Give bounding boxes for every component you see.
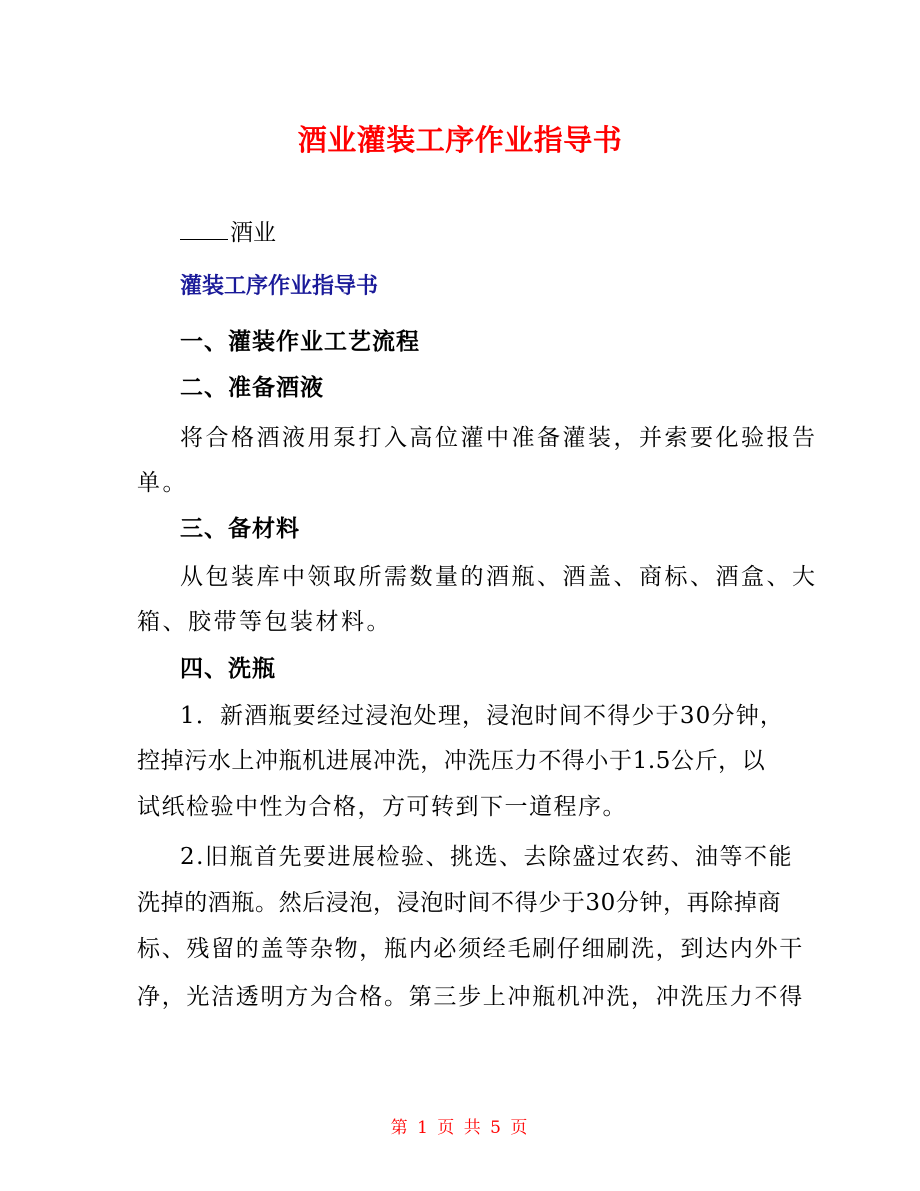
section-4-para-1-line: 控掉污水上冲瓶机进展冲洗，冲洗压力不得小于1.5公斤，以 bbox=[137, 748, 766, 774]
company-suffix: 酒业 bbox=[230, 220, 276, 246]
document-subtitle: 灌装工序作业指导书 bbox=[180, 274, 379, 299]
section-4-para-2-line: 标、残留的盖等杂物，瓶内必须经毛刷仔细刷洗，到达内外干 bbox=[137, 936, 804, 962]
section-1-heading: 一、灌装作业工艺流程 bbox=[180, 328, 420, 355]
section-4-para-2-line: 2.旧瓶首先要进展检验、挑选、去除盛过农药、油等不能 bbox=[180, 844, 793, 870]
company-name-blank bbox=[180, 218, 228, 240]
section-4-para-2-line: 净，光洁透明方为合格。第三步上冲瓶机冲洗，冲洗压力不得 bbox=[137, 984, 804, 1010]
section-3-text-line: 从包装库中领取所需数量的酒瓶、酒盖、商标、酒盒、大 bbox=[180, 564, 818, 590]
document-title: 酒业灌装工序作业指导书 bbox=[297, 123, 623, 157]
page-number-footer: 第 1 页 共 5 页 bbox=[390, 1118, 530, 1138]
section-4-para-1-line: 试纸检验中性为合格，方可转到下一道程序。 bbox=[137, 794, 627, 820]
company-line bbox=[180, 218, 276, 248]
section-3-text-line: 箱、胶带等包装材料。 bbox=[137, 609, 392, 635]
section-2-text-line: 将合格酒液用泵打入高位灌中准备灌装，并索要化验报告 bbox=[180, 425, 818, 451]
section-4-para-2-line: 洗掉的酒瓶。然后浸泡，浸泡时间不得少于30分钟，再除掉商 bbox=[137, 890, 782, 916]
section-2-text-line: 单。 bbox=[137, 470, 188, 496]
section-3-heading: 三、备材料 bbox=[180, 515, 300, 542]
section-4-heading: 四、洗瓶 bbox=[180, 655, 276, 682]
section-4-para-1-line: 1．新酒瓶要经过浸泡处理，浸泡时间不得少于30分钟， bbox=[180, 703, 785, 729]
section-2-heading: 二、准备酒液 bbox=[180, 374, 324, 401]
